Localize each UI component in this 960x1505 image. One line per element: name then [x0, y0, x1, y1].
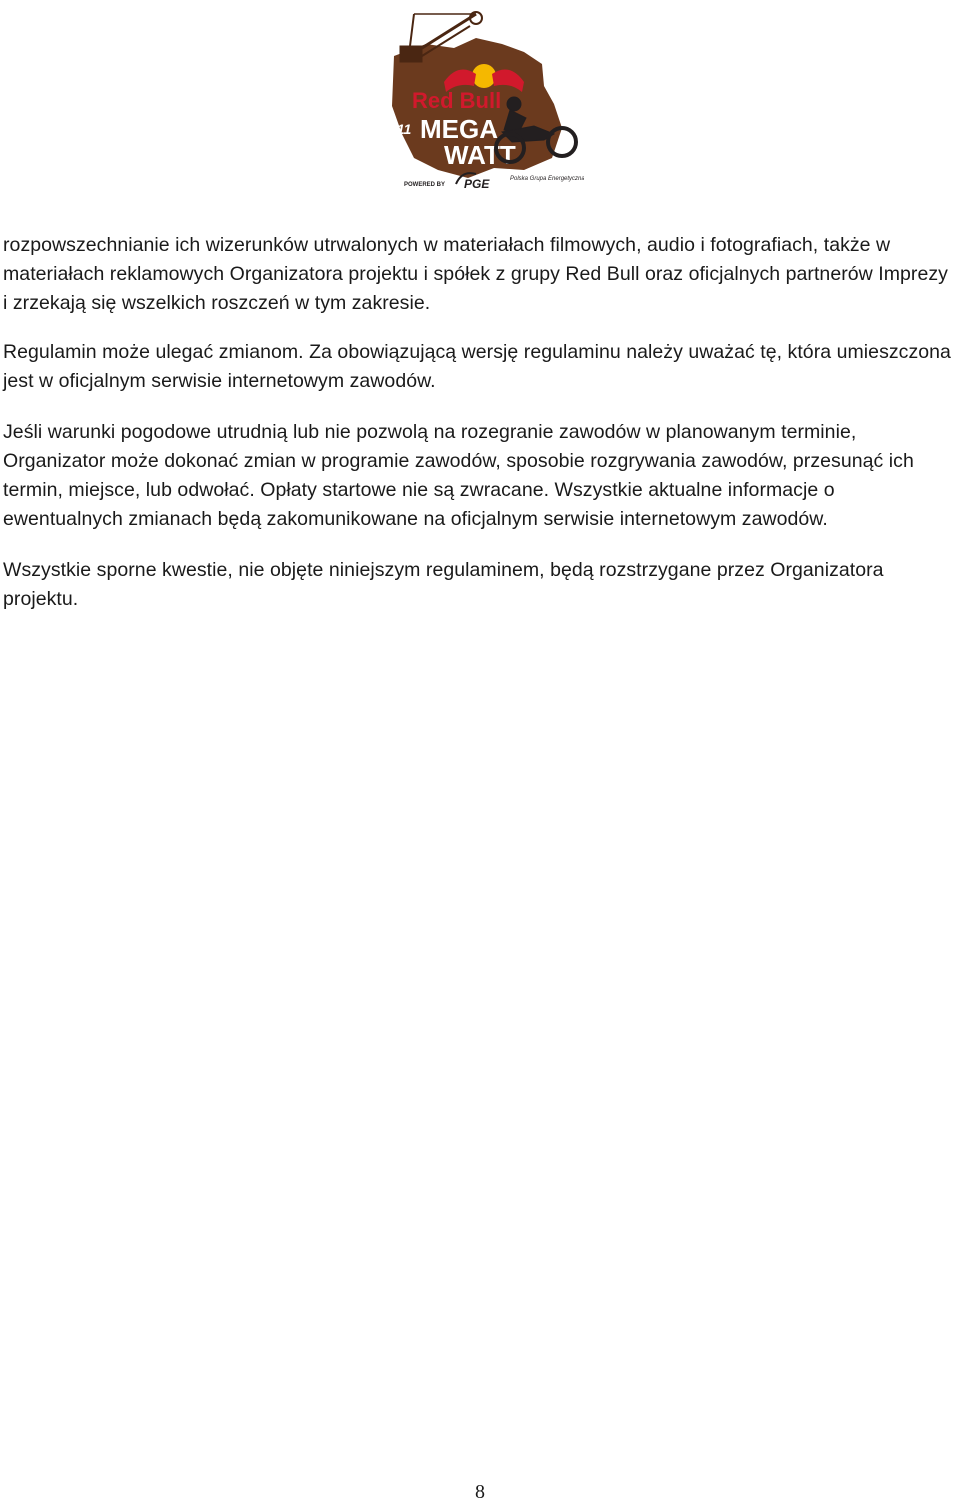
red-bull-111-megawatt-logo [384, 8, 584, 193]
logo-mega-text: MEGA [420, 114, 498, 144]
logo-watt-text: WATT [444, 140, 516, 170]
logo-111-text: 111 [390, 121, 412, 137]
paragraph-weather-conditions: Jeśli warunki pogodowe utrudnią lub nie pozwolą na rozegranie zawodów w planowanym terminie, Organizator może dokonać zmian w programie zawodów, sposobie rozgrywania zawodów, przesunąć ich termin, miejsce, lub odwołać. Opłaty startowe nie są zwracane. Wszystkie aktualne informacje o ewentualnych zmianach będą zakomunikowane na oficjalnym serwisie internetowym zawodów. [3, 421, 914, 530]
regulation-text-body [3, 231, 953, 634]
logo-brand-text: Red Bull [412, 88, 502, 113]
pge-name-text: Polska Grupa Energetyczna [510, 176, 584, 182]
paragraph-regulation-changes: Regulamin może ulegać zmianom. Za obowiązującą wersję regulaminu należy uważać tę, która umieszczona jest w oficjalnym serwisie internetowym zawodów. [3, 341, 951, 392]
powered-by-text: POWERED BY [404, 182, 446, 188]
paragraph-disputes: Wszystkie sporne kwestie, nie objęte niniejszym regulaminem, będą rozstrzygane przez Organizatora projektu. [3, 559, 884, 610]
page-number: 8 [475, 1481, 485, 1503]
paragraph-image-rights: rozpowszechnianie ich wizerunków utrwalonych w materiałach filmowych, audio i fotografiach, także w materiałach reklamowych Organizatora projektu i spółek z grupy Red Bull oraz oficjalnych partnerów Imprezy i zrzekają się wszelkich roszczeń w tym zakresie. [3, 234, 948, 314]
svg-text:PGE: PGE [464, 177, 490, 191]
